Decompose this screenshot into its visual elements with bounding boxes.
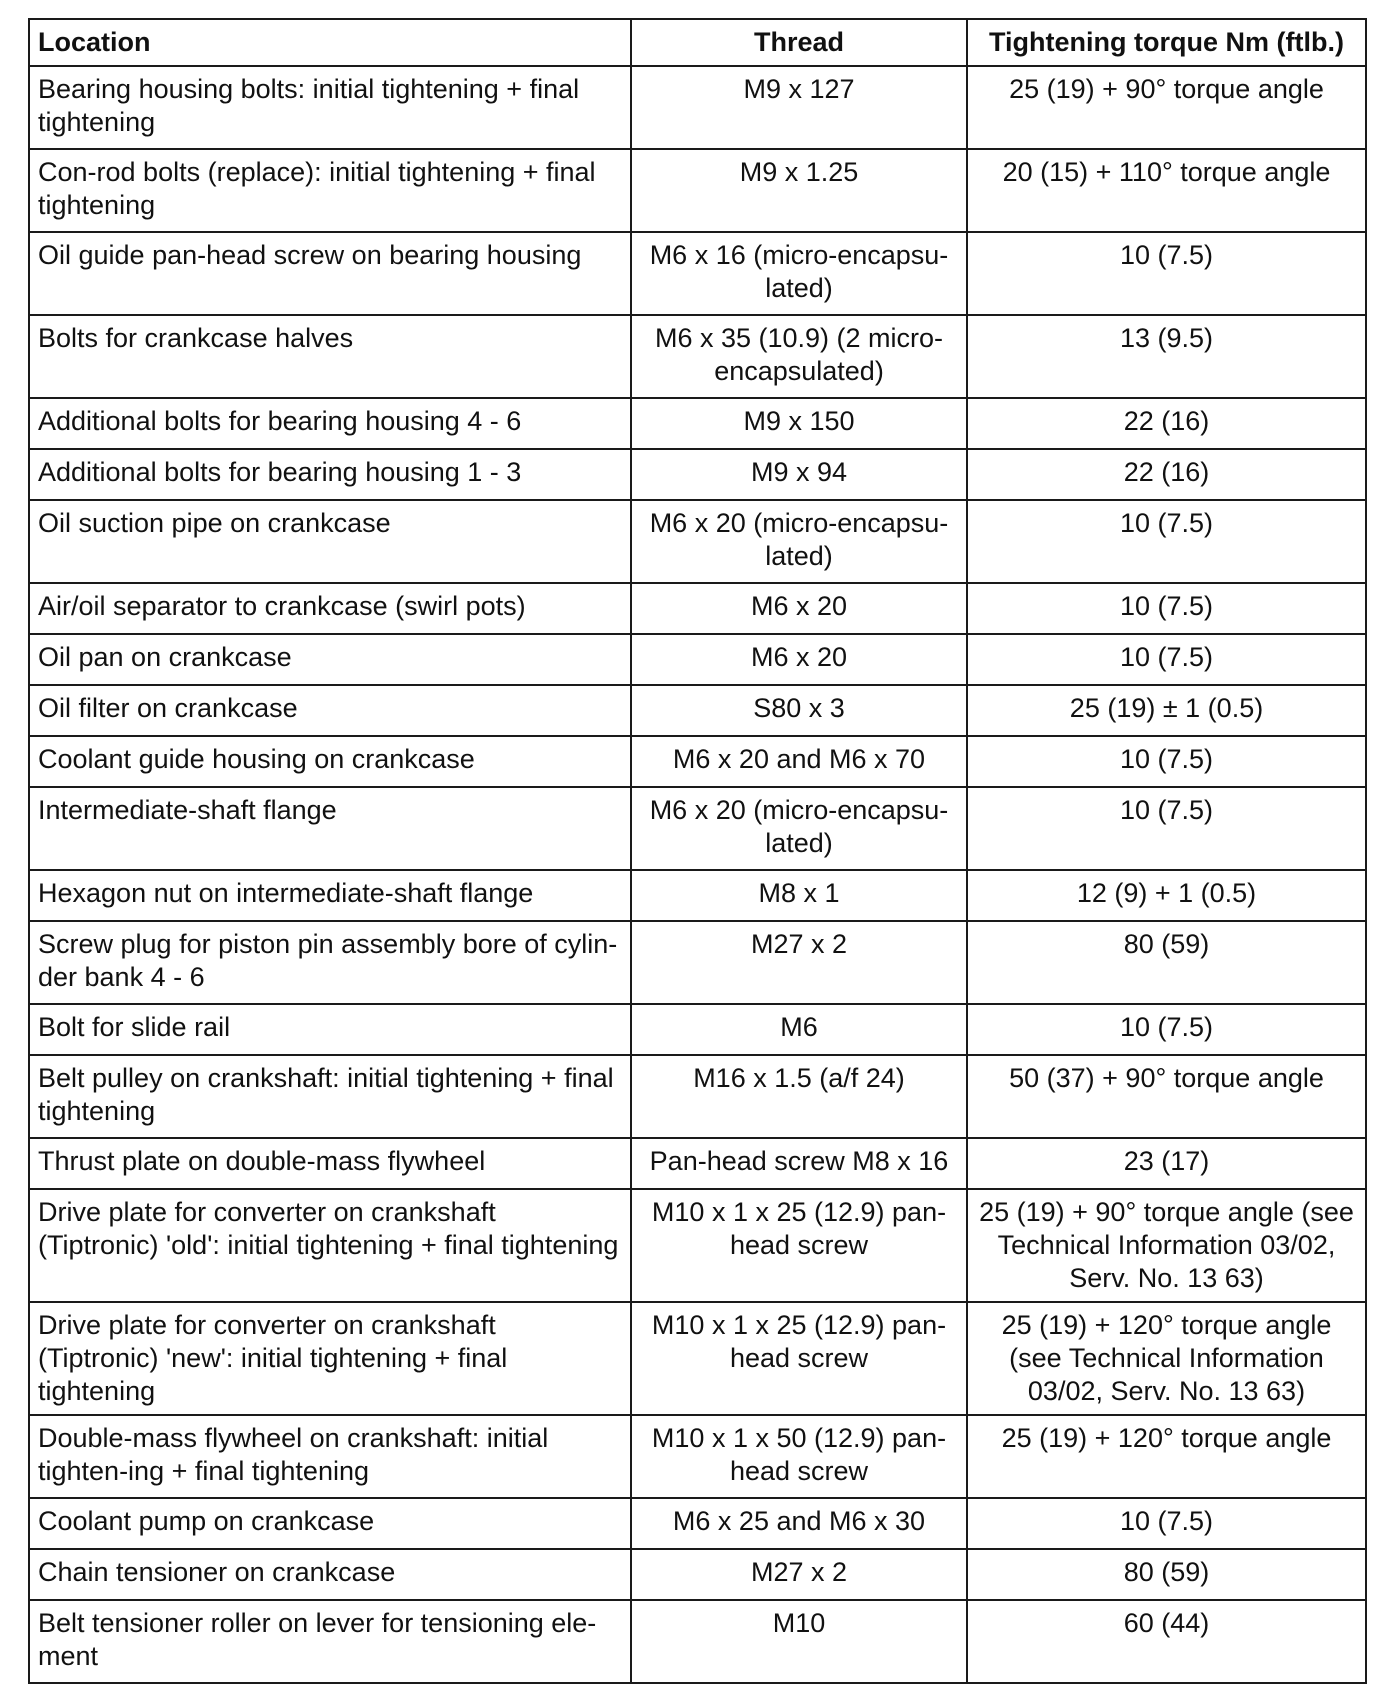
thread-cell: M10 x 1 x 25 (12.9) pan-head screw xyxy=(631,1302,967,1415)
table-row xyxy=(29,398,1366,449)
thread-cell: M6 x 20 (micro-encapsu-lated) xyxy=(631,500,967,583)
thread-cell: Pan-head screw M8 x 16 xyxy=(631,1138,967,1189)
thread-cell: M6 x 25 and M6 x 30 xyxy=(631,1498,967,1549)
torque-cell: 80 (59) xyxy=(967,1549,1366,1600)
thread-cell: M9 x 150 xyxy=(631,398,967,449)
thread-cell: M10 xyxy=(631,1600,967,1683)
table-row xyxy=(29,583,1366,634)
thread-cell: M10 x 1 x 50 (12.9) pan-head screw xyxy=(631,1415,967,1498)
torque-cell: 50 (37) + 90° torque angle xyxy=(967,1055,1366,1138)
table-row xyxy=(29,736,1366,787)
torque-cell: 10 (7.5) xyxy=(967,1498,1366,1549)
thread-cell: M6 x 20 xyxy=(631,634,967,685)
torque-cell: 13 (9.5) xyxy=(967,315,1366,398)
thread-cell: M6 x 20 and M6 x 70 xyxy=(631,736,967,787)
location-cell: Air/oil separator to crankcase (swirl pots) xyxy=(29,583,631,634)
torque-cell: 10 (7.5) xyxy=(967,583,1366,634)
table-row xyxy=(29,315,1366,398)
thread-cell: M6 xyxy=(631,1004,967,1055)
location-cell: Additional bolts for bearing housing 1 - 3 xyxy=(29,449,631,500)
thread-cell: M8 x 1 xyxy=(631,870,967,921)
location-cell: Bearing housing bolts: initial tightening + final tightening xyxy=(29,66,631,149)
table-row xyxy=(29,921,1366,1004)
location-cell: Thrust plate on double-mass flywheel xyxy=(29,1138,631,1189)
torque-cell: 10 (7.5) xyxy=(967,232,1366,315)
thread-cell: M9 x 1.25 xyxy=(631,149,967,232)
location-cell: Oil filter on crankcase xyxy=(29,685,631,736)
location-cell: Coolant guide housing on crankcase xyxy=(29,736,631,787)
location-cell: Oil pan on crankcase xyxy=(29,634,631,685)
location-cell: Drive plate for converter on crankshaft (Tiptronic) 'new': initial tightening + final tightening xyxy=(29,1302,631,1415)
location-cell: Belt tensioner roller on lever for tensioning ele-ment xyxy=(29,1600,631,1683)
torque-cell: 20 (15) + 110° torque angle xyxy=(967,149,1366,232)
location-cell: Screw plug for piston pin assembly bore of cylin-der bank 4 - 6 xyxy=(29,921,631,1004)
torque-cell: 10 (7.5) xyxy=(967,1004,1366,1055)
thread-cell: S80 x 3 xyxy=(631,685,967,736)
table-row xyxy=(29,66,1366,149)
location-cell: Intermediate-shaft flange xyxy=(29,787,631,870)
table-row xyxy=(29,1302,1366,1415)
torque-cell: 25 (19) + 90° torque angle (see Technical Information 03/02, Serv. No. 13 63) xyxy=(967,1189,1366,1302)
location-cell: Coolant pump on crankcase xyxy=(29,1498,631,1549)
thread-cell: M6 x 35 (10.9) (2 micro-encapsulated) xyxy=(631,315,967,398)
table-row xyxy=(29,685,1366,736)
table-row xyxy=(29,1498,1366,1549)
location-cell: Con-rod bolts (replace): initial tightening + final tightening xyxy=(29,149,631,232)
table-row xyxy=(29,1600,1366,1683)
thread-cell: M6 x 16 (micro-encapsu-lated) xyxy=(631,232,967,315)
thread-cell: M6 x 20 (micro-encapsu-lated) xyxy=(631,787,967,870)
header-row xyxy=(29,19,1366,66)
column-header-location: Location xyxy=(29,19,631,66)
location-cell: Bolts for crankcase halves xyxy=(29,315,631,398)
thread-cell: M27 x 2 xyxy=(631,1549,967,1600)
torque-cell: 10 (7.5) xyxy=(967,736,1366,787)
table-row xyxy=(29,232,1366,315)
location-cell: Hexagon nut on intermediate-shaft flange xyxy=(29,870,631,921)
table-row xyxy=(29,787,1366,870)
table-row xyxy=(29,1415,1366,1498)
torque-cell: 25 (19) + 120° torque angle (see Technical Information 03/02, Serv. No. 13 63) xyxy=(967,1302,1366,1415)
location-cell: Drive plate for converter on crankshaft (Tiptronic) 'old': initial tightening + final tightening xyxy=(29,1189,631,1302)
thread-cell: M6 x 20 xyxy=(631,583,967,634)
torque-cell: 10 (7.5) xyxy=(967,500,1366,583)
table-row xyxy=(29,1549,1366,1600)
location-cell: Additional bolts for bearing housing 4 - 6 xyxy=(29,398,631,449)
location-cell: Chain tensioner on crankcase xyxy=(29,1549,631,1600)
torque-specification-table xyxy=(28,18,1367,1684)
torque-cell: 12 (9) + 1 (0.5) xyxy=(967,870,1366,921)
torque-cell: 22 (16) xyxy=(967,398,1366,449)
location-cell: Oil suction pipe on crankcase xyxy=(29,500,631,583)
thread-cell: M27 x 2 xyxy=(631,921,967,1004)
table-row xyxy=(29,1189,1366,1302)
torque-cell: 25 (19) ± 1 (0.5) xyxy=(967,685,1366,736)
table-row xyxy=(29,634,1366,685)
table-body xyxy=(29,66,1366,1683)
thread-cell: M16 x 1.5 (a/f 24) xyxy=(631,1055,967,1138)
table-row xyxy=(29,1055,1366,1138)
thread-cell: M9 x 94 xyxy=(631,449,967,500)
thread-cell: M10 x 1 x 25 (12.9) pan-head screw xyxy=(631,1189,967,1302)
torque-cell: 10 (7.5) xyxy=(967,634,1366,685)
table-row xyxy=(29,500,1366,583)
torque-cell: 60 (44) xyxy=(967,1600,1366,1683)
torque-cell: 25 (19) + 90° torque angle xyxy=(967,66,1366,149)
table-row xyxy=(29,449,1366,500)
torque-cell: 10 (7.5) xyxy=(967,787,1366,870)
location-cell: Bolt for slide rail xyxy=(29,1004,631,1055)
table-header xyxy=(29,19,1366,66)
location-cell: Oil guide pan-head screw on bearing housing xyxy=(29,232,631,315)
table-row xyxy=(29,149,1366,232)
column-header-torque: Tightening torque Nm (ftlb.) xyxy=(967,19,1366,66)
location-cell: Belt pulley on crankshaft: initial tightening + final tightening xyxy=(29,1055,631,1138)
torque-cell: 23 (17) xyxy=(967,1138,1366,1189)
location-cell: Double-mass flywheel on crankshaft: initial tighten-ing + final tightening xyxy=(29,1415,631,1498)
table-row xyxy=(29,1004,1366,1055)
torque-cell: 80 (59) xyxy=(967,921,1366,1004)
torque-cell: 22 (16) xyxy=(967,449,1366,500)
table-row xyxy=(29,1138,1366,1189)
thread-cell: M9 x 127 xyxy=(631,66,967,149)
column-header-thread: Thread xyxy=(631,19,967,66)
torque-cell: 25 (19) + 120° torque angle xyxy=(967,1415,1366,1498)
table-row xyxy=(29,870,1366,921)
